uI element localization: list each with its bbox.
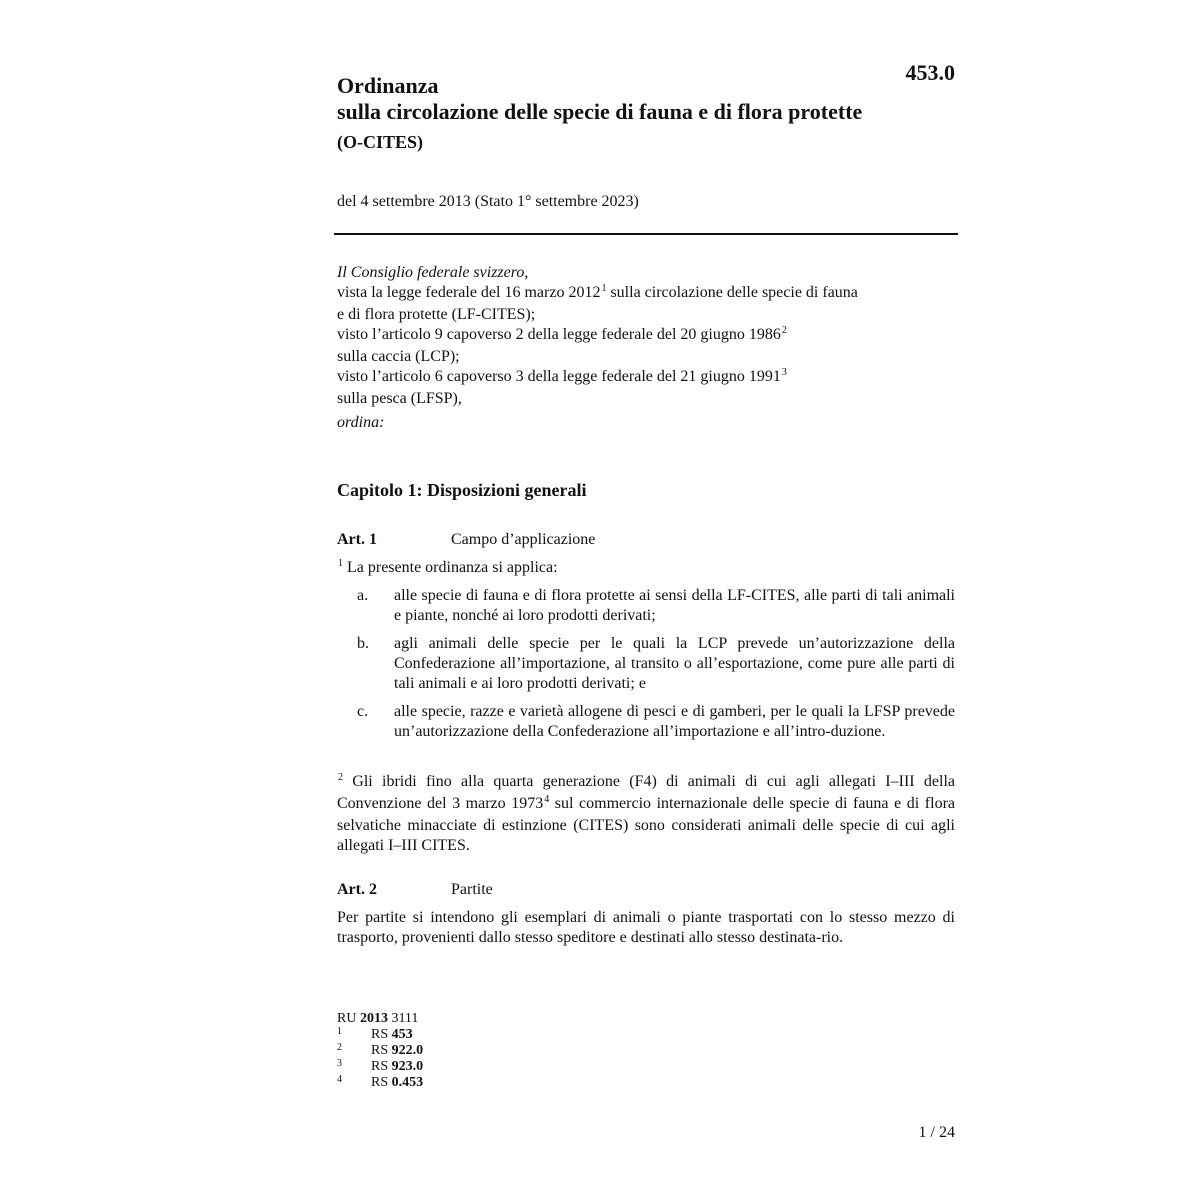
article-1-title: Campo d’applicazione — [451, 531, 596, 548]
article-1-paragraph-2-text-a: Gli ibridi fino alla quarta generazione (F4) di animali di cui agli allegati I–III della Convenzione del 3 marzo 1973 — [337, 773, 955, 812]
header-divider — [334, 233, 958, 235]
footnote — [337, 1075, 955, 1091]
list-item-label: b. — [357, 635, 369, 652]
preamble-line-4: sulla caccia (LCP); — [337, 348, 460, 365]
list-item-text: agli animali delle specie per le quali la LCP prevede un’autorizzazione della Confederazione all’importazione, al transito o all’esportazione, come pure alle parti di tali animali e ai loro prodotti derivati; e — [394, 635, 955, 692]
article-1-paragraph-2-text-b: sul commercio internazionale delle specie di fauna e di flora selvatiche minacciate di estinzione (CITES) sono considerati animali delle specie di cui agli allegati I–III CITES. — [337, 795, 955, 854]
preamble-line-1-text: vista la legge federale del 16 marzo 2012 — [337, 284, 601, 301]
preamble-line-2: e di flora protette (LF-CITES); — [337, 306, 536, 323]
article-1-list — [337, 586, 955, 750]
article-1-heading — [337, 530, 955, 550]
footnote-link[interactable]: 453 — [391, 1027, 413, 1042]
preamble-authority: Il Consiglio federale svizzero, — [337, 264, 529, 281]
footnote-number: 3 — [337, 1058, 342, 1069]
footnote-prefix: RS — [371, 1059, 392, 1074]
article-1-paragraph-2 — [337, 772, 955, 856]
article-2-number: Art. 2 — [337, 881, 377, 898]
footnote-text — [371, 1043, 423, 1059]
paragraph-number-2: 2 — [338, 772, 343, 783]
date-line: del 4 settembre 2013 (Stato 1° settembre 2023) — [337, 193, 639, 210]
footnote-text — [371, 1075, 423, 1091]
footnote-link[interactable]: 0.453 — [391, 1075, 424, 1090]
list-item-text: alle specie, razze e varietà allogene di pesci e di gamberi, per le quali la LFSP prevede un’autorizzazione della Confederazione all’importazione e all’intro-duzione. — [394, 703, 955, 740]
page-number: 1 / 24 — [918, 1124, 955, 1141]
title-line-2: sulla circolazione delle specie di fauna e di flora protette — [337, 99, 863, 124]
footnote-link[interactable]: 922.0 — [391, 1043, 424, 1058]
footnotes — [337, 1011, 955, 1091]
official-compilation-ref — [337, 1011, 955, 1027]
footnote-ref-2[interactable]: 2 — [781, 325, 787, 336]
preamble-line-1-cont: sulla circolazione delle specie di fauna — [606, 284, 858, 301]
footnote-number: 1 — [337, 1026, 342, 1037]
footnote-text — [371, 1027, 413, 1043]
list-item-label: c. — [357, 703, 369, 720]
footnote — [337, 1027, 955, 1043]
footnote-ref-3[interactable]: 3 — [781, 367, 787, 378]
article-1-paragraph-1 — [337, 558, 955, 580]
footnote-prefix: RS — [371, 1027, 392, 1042]
ru-prefix: RU — [337, 1011, 360, 1026]
footnote-number: 4 — [337, 1074, 342, 1085]
footnote-link[interactable]: 923.0 — [391, 1059, 424, 1074]
preamble-line-1 — [337, 283, 955, 305]
article-1-paragraph-1-text: La presente ordinanza si applica: — [343, 559, 558, 576]
article-2-paragraph: Per partite si intendono gli esemplari di animali o piante trasportati con lo stesso mezzo di trasporto, provenienti dallo stesso speditore e destinati allo stesso destinata-rio. — [337, 909, 955, 946]
ru-page: 3111 — [387, 1011, 419, 1026]
title-line-1: Ordinanza — [337, 73, 439, 98]
sr-number: 453.0 — [905, 60, 955, 85]
list-item-label: a. — [357, 587, 369, 604]
footnote-text — [371, 1059, 423, 1075]
title-abbreviation: (O-CITES) — [337, 132, 424, 152]
footnote-prefix: RS — [371, 1043, 392, 1058]
footnote-prefix: RS — [371, 1075, 392, 1090]
preamble-line-5-text: visto l’articolo 6 capoverso 3 della legge federale del 21 giugno 1991 — [337, 368, 781, 385]
article-1-number: Art. 1 — [337, 531, 377, 548]
preamble-decree: ordina: — [337, 414, 385, 431]
list-item — [337, 702, 955, 742]
article-2-title: Partite — [451, 881, 493, 898]
preamble-line-3 — [337, 325, 955, 347]
chapter-heading: Capitolo 1: Disposizioni generali — [337, 480, 587, 500]
preamble-line-3-text: visto l’articolo 9 capoverso 2 della legge federale del 20 giugno 1986 — [337, 326, 781, 343]
ru-year: 2013 — [359, 1011, 388, 1026]
footnote — [337, 1043, 955, 1059]
list-item — [337, 586, 955, 626]
list-item-text: alle specie di fauna e di flora protette ai sensi della LF-CITES, alle parti di tali animali e piante, nonché ai loro prodotti derivati; — [394, 587, 955, 624]
preamble-line-5 — [337, 367, 955, 389]
footnote-ref-1[interactable]: 1 — [601, 283, 607, 294]
footnote — [337, 1059, 955, 1075]
footnote-ref-4[interactable]: 4 — [544, 794, 550, 805]
preamble — [337, 263, 955, 433]
footnote-number: 2 — [337, 1042, 342, 1053]
preamble-line-6: sulla pesca (LFSP), — [337, 390, 462, 407]
paragraph-number-1: 1 — [338, 558, 343, 569]
article-2-heading — [337, 880, 955, 900]
list-item — [337, 634, 955, 694]
document-title — [337, 73, 955, 153]
